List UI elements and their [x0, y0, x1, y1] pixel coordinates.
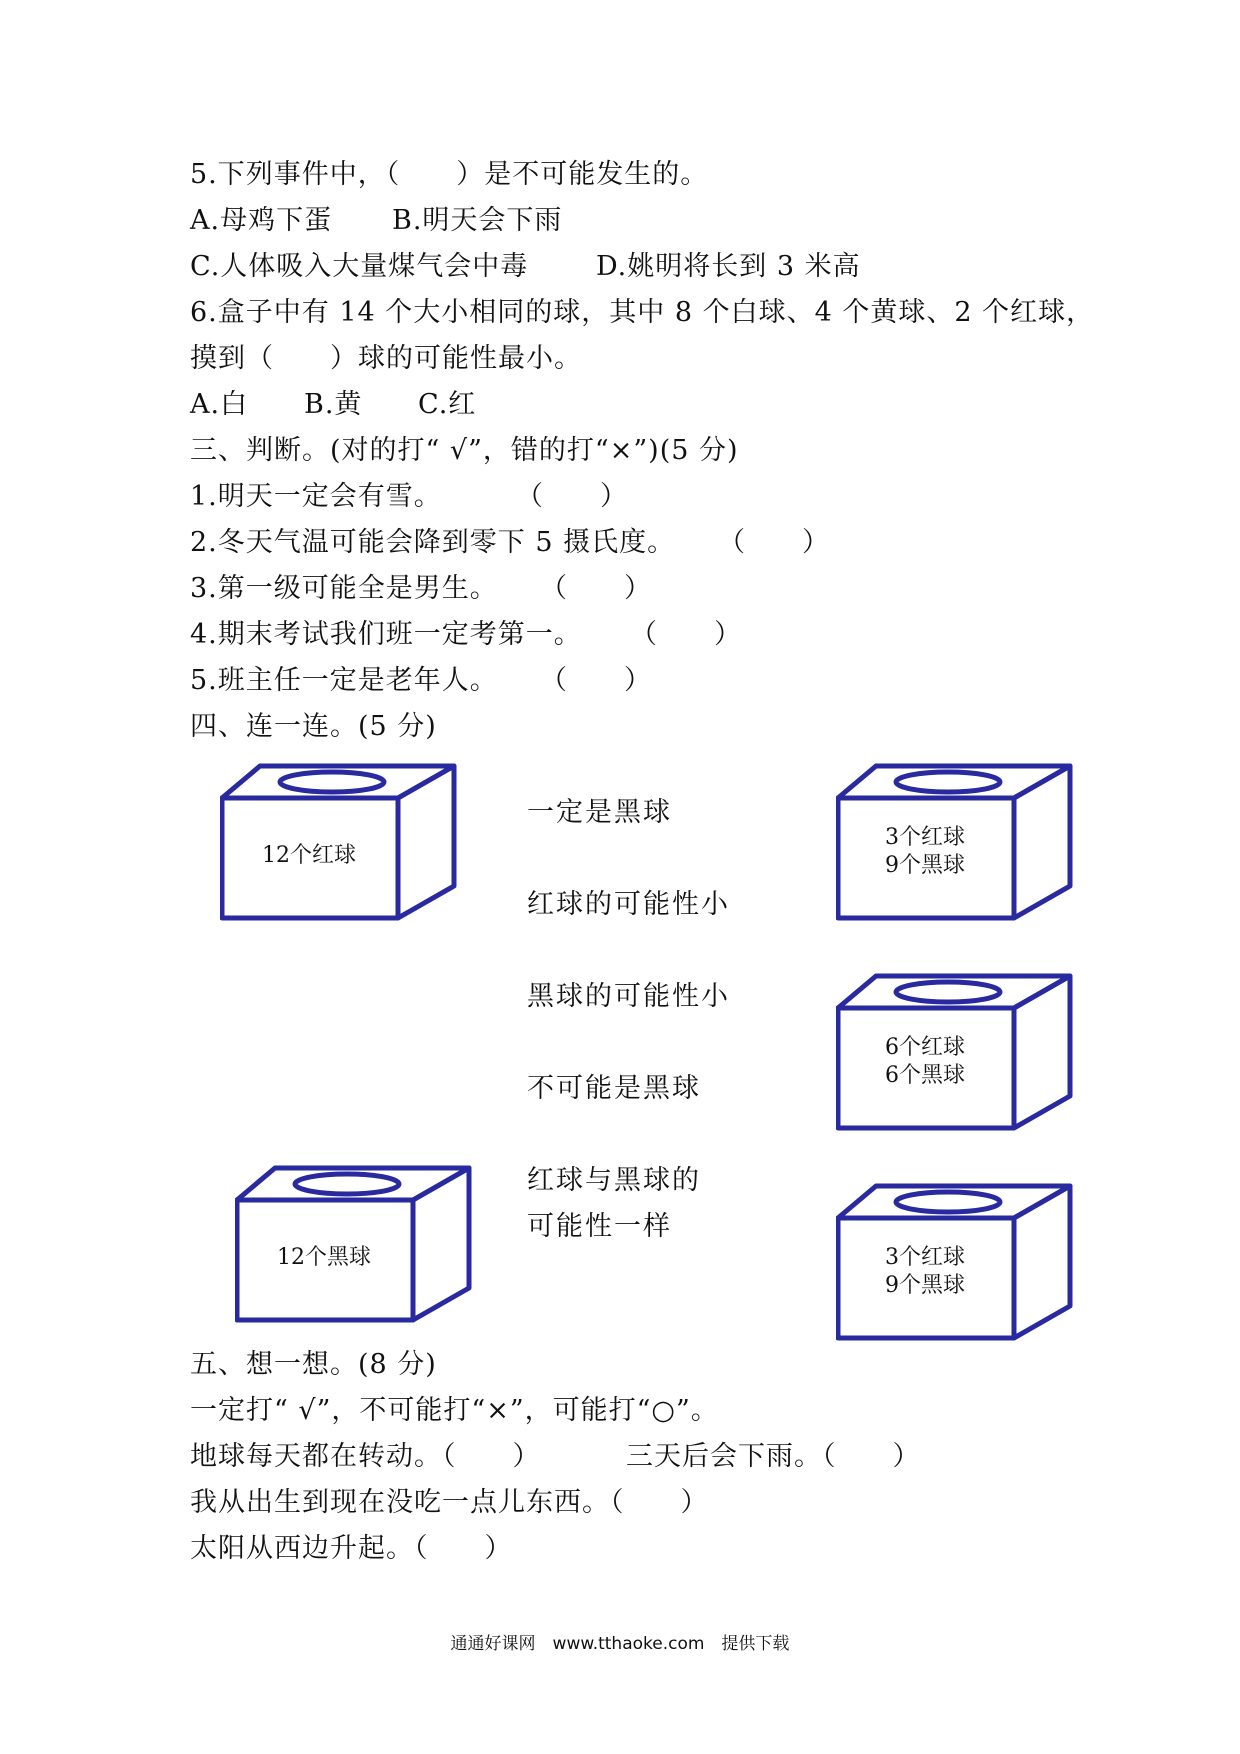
- judge-item-4: 4.期末考试我们班一定考第一。: [190, 619, 582, 650]
- box-label: 12个红球: [262, 843, 356, 868]
- ball-box-right-2[interactable]: [836, 972, 1076, 1132]
- judge-item-5: 5.班主任一定是老年人。: [190, 665, 498, 696]
- think-item-4[interactable]: 太阳从西边升起。（ ）: [190, 1533, 513, 1564]
- section-3-heading: 三、判断。(对的打“ √”，错的打“×”)(5 分): [190, 435, 739, 466]
- q6-option-b: B.黄: [304, 389, 363, 420]
- judge-blank-5[interactable]: （ ）: [540, 665, 652, 696]
- match-label-3[interactable]: 黑球的可能性小: [527, 981, 730, 1012]
- match-label-2[interactable]: 红球的可能性小: [527, 889, 730, 920]
- judge-item-3: 3.第一级可能全是男生。: [190, 573, 498, 604]
- footer-credit: 通通好课网 www.tthaoke.com 提供下载: [450, 1634, 790, 1654]
- ball-box-right-3[interactable]: [836, 1182, 1076, 1342]
- q6-option-a: A.白: [190, 389, 249, 420]
- match-label-5b[interactable]: 可能性一样: [527, 1211, 672, 1242]
- think-item-2[interactable]: 三天后会下雨。（ ）: [626, 1441, 921, 1472]
- think-item-3[interactable]: 我从出生到现在没吃一点儿东西。（ ）: [190, 1487, 709, 1518]
- judge-blank-2[interactable]: （ ）: [718, 527, 830, 558]
- match-label-1[interactable]: 一定是黑球: [527, 797, 672, 828]
- judge-item-1: 1.明天一定会有雪。: [190, 481, 442, 512]
- question-5: 5.下列事件中，（ ）是不可能发生的。: [190, 159, 709, 190]
- box-label-line2: 9个黑球: [885, 1273, 965, 1298]
- q5-option-d: D.姚明将长到 3 米高: [596, 251, 861, 282]
- section-5-heading: 五、想一想。(8 分): [190, 1349, 437, 1380]
- think-item-1[interactable]: 地球每天都在转动。（ ）: [190, 1441, 541, 1472]
- section-5-instruction: 一定打“ √”，不可能打“×”，可能打“○”。: [190, 1395, 719, 1426]
- box-label-line2: 9个黑球: [885, 853, 965, 878]
- ball-box-left-1[interactable]: [220, 762, 460, 922]
- box-label: 12个黑球: [277, 1245, 371, 1270]
- ball-box-right-1[interactable]: [836, 762, 1076, 922]
- box-label-line2: 6个黑球: [885, 1063, 965, 1088]
- judge-item-2: 2.冬天气温可能会降到零下 5 摄氏度。: [190, 527, 676, 558]
- judge-blank-1[interactable]: （ ）: [516, 481, 628, 512]
- q5-option-a: A.母鸡下蛋: [190, 205, 333, 236]
- judge-blank-3[interactable]: （ ）: [540, 573, 652, 604]
- box-label-line1: 3个红球: [885, 1245, 965, 1270]
- question-6: 6.盒子中有 14 个大小相同的球，其中 8 个白球、4 个黄球、2 个红球，: [190, 297, 1095, 328]
- judge-blank-4[interactable]: （ ）: [630, 619, 742, 650]
- match-label-4[interactable]: 不可能是黑球: [527, 1073, 701, 1104]
- ball-box-left-2[interactable]: [235, 1164, 475, 1324]
- box-label-line1: 3个红球: [885, 825, 965, 850]
- q5-option-c: C.人体吸入大量煤气会中毒: [190, 251, 529, 282]
- section-4-heading: 四、连一连。(5 分): [190, 711, 437, 742]
- box-label-line1: 6个红球: [885, 1035, 965, 1060]
- match-label-5a[interactable]: 红球与黑球的: [527, 1165, 701, 1196]
- question-6-line2: 摸到（ ）球的可能性最小。: [190, 343, 582, 374]
- q5-option-b: B.明天会下雨: [392, 205, 563, 236]
- q6-option-c: C.红: [418, 389, 477, 420]
